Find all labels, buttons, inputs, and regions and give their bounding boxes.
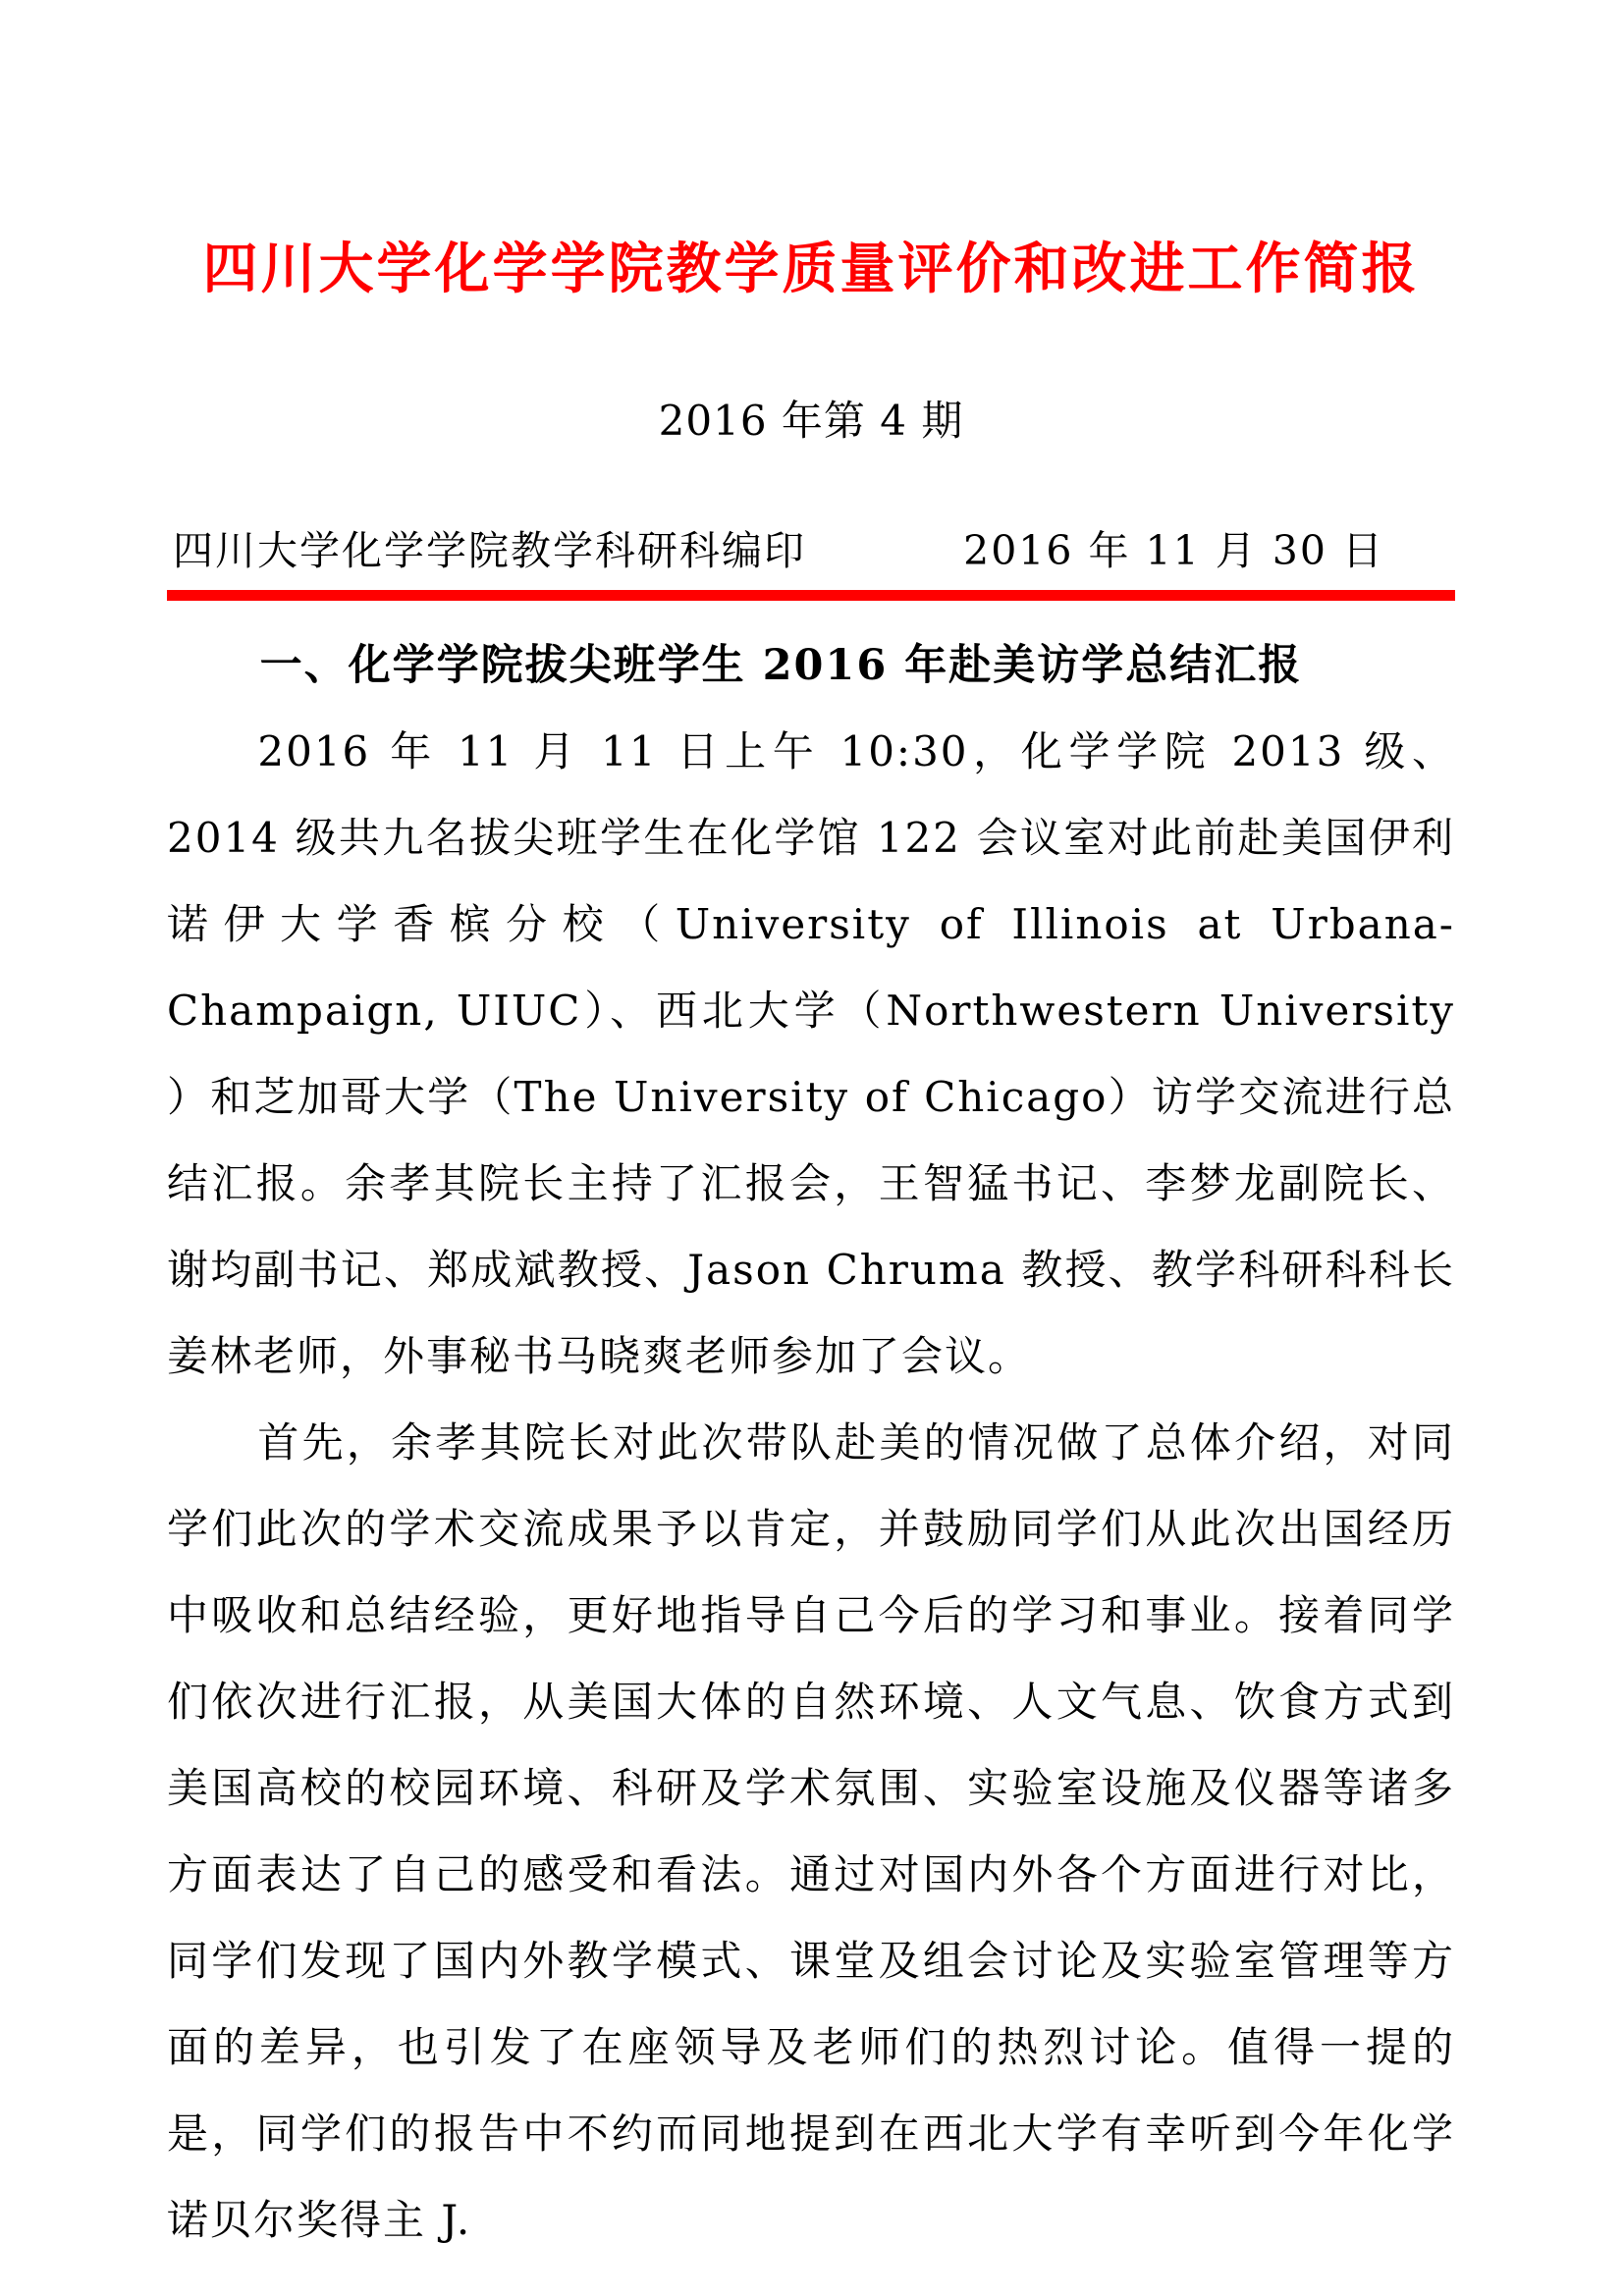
body-paragraph-2: 首先，余孝其院长对此次带队赴美的情况做了总体介绍，对同学们此次的学术交流成果予以肯定，并鼓励同学们从此次出国经历中吸收和总结经验，更好地指导自己今后的学习和事业。接着同学们依次进行汇报，从美国大体的自然环境、人文气息、饮食方式到美国高校的校园环境、科研及学术氛围、实验室设施及仪器等诸多方面表达了自己的感受和看法。通过对国内外各个方面进行对比，同学们发现了国内外教学模式、课堂及组会讨论及实验室管理等方面的差异，也引发了在座领导及老师们的热烈讨论。值得一提的是，同学们的报告中不约而同地提到在西北大学有幸听到今年化学诺贝尔奖得主 J.: [167, 1418, 1455, 2244]
document-content: [167, 234, 1455, 2264]
publish-date: 2016 年 11 月 30 日: [963, 527, 1384, 574]
section-heading: 一、化学学院拔尖班学生 2016 年赴美访学总结汇报: [259, 641, 1303, 690]
publisher-name: 四川大学化学学院教学科研科编印: [173, 527, 806, 574]
publisher-row: [167, 524, 1455, 577]
document-title: 四川大学化学学院教学质量评价和改进工作简报: [202, 238, 1420, 301]
red-divider-rule: [167, 590, 1455, 601]
body-paragraph-1: 2016 年 11 月 11 日上午 10:30，化学学院 2013 级、2014 级共九名拔尖班学生在化学馆 122 会议室对此前赴美国伊利诺伊大学香槟分校（University of Illinois at Urbana-Champaign, UIUC）、西北大学（Northwestern University ）和芝加哥大学（The University of Chicago）访学交流进行总结汇报。余孝其院长主持了汇报会，王智猛书记、李梦龙副院长、谢均副书记、郑成斌教授、Jason Chruma 教授、教学科研科科长姜林老师，外事秘书马晓爽老师参加了会议。: [167, 727, 1455, 1380]
issue-number: 2016 年第 4 期: [658, 397, 964, 445]
